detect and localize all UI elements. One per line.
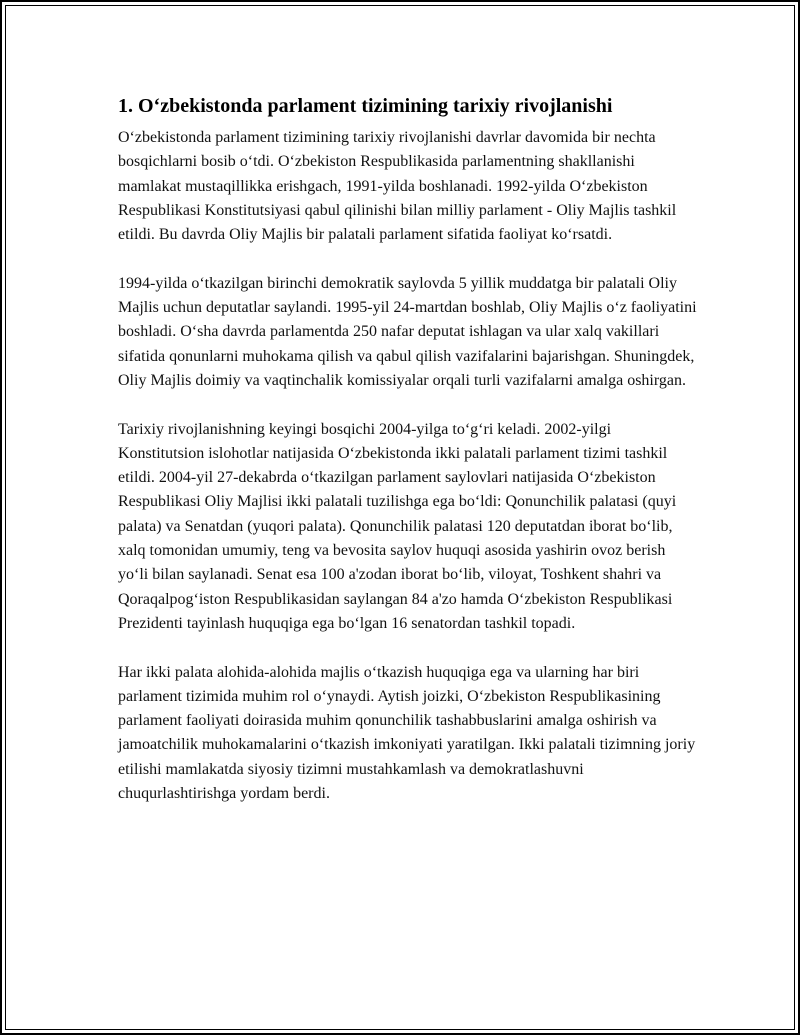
section-heading: 1. O‘zbekistonda parlament tizimining tarixiy rivojlanishi (118, 95, 613, 117)
paragraph-1: O‘zbekistonda parlament tizimining tarixiy rivojlanishi davrlar davomida bir nechta bosqichlarni bosib o‘tdi. O‘zbekiston Respublikasida parlamentning shakllanishi mamlakat mustaqillikka erishgach, 1991-yilda boshlanadi. 1992-yilda O‘zbekiston Respublikasi Konstitutsiyasi qabul qilinishi bilan milliy parlament - Oliy Majlis tashkil etildi. Bu davrda Oliy Majlis bir palatali parlament sifatida faoliyat ko‘rsatdi. (118, 129, 677, 244)
document-body (118, 92, 698, 831)
paragraph-2: 1994-yilda o‘tkazilgan birinchi demokratik saylovda 5 yillik muddatga bir palatali Oliy Majlis uchun deputatlar saylandi. 1995-yil 24-martdan boshlab, Oliy Majlis o‘z faoliyatini boshladi. O‘sha davrda parlamentda 250 nafar deputat ishlagan va ular xalq vakillari sifatida qonunlarni muhokama qilish va qabul qilish vazifalarini bajarishgan. Shuningdek, Oliy Majlis doimiy va vaqtinchalik komissiyalar orqali turli vazifalarni amalga oshirgan. (118, 274, 697, 389)
paragraph-3: Tarixiy rivojlanishning keyingi bosqichi 2004-yilga to‘g‘ri keladi. 2002-yilgi Konstitutsion islohotlar natijasida O‘zbekistonda ikki palatali parlament tizimi tashkil etildi. 2004-yil 27-dekabrda o‘tkazilgan parlament saylovlari natijasida O‘zbekiston Respublikasi Oliy Majlisi ikki palatali tuzilishga ega bo‘ldi: Qonunchilik palatasi (quyi palata) va Senatdan (yuqori palata). Qonunchilik palatasi 120 deputatdan iborat bo‘lib, xalq tomonidan umumiy, teng va bevosita saylov huquqi asosida yashirin ovoz berish yo‘li bilan saylanadi. Senat esa 100 a'zodan iborat bo‘lib, viloyat, Toshkent shahri va Qoraqalpog‘iston Respublikasidan saylangan 84 a'zo hamda O‘zbekiston Respublikasi Prezidenti tayinlash huquqiga ega bo‘lgan 16 senatordan tashkil topadi. (118, 420, 677, 632)
paragraph-4: Har ikki palata alohida-alohida majlis o‘tkazish huquqiga ega va ularning har biri parlament tizimida muhim rol o‘ynaydi. Aytish joizki, O‘zbekiston Respublikasining parlament faoliyati doirasida muhim qonunchilik tashabbuslarini amalga oshirish va jamoatchilik muhokamalarini o‘tkazish imkoniyati yaratilgan. Ikki palatali tizimning joriy etilishi mamlakatda siyosiy tizimni mustahkamlash va demokratlashuvni chuqurlashtirishga yordam berdi. (118, 663, 696, 803)
